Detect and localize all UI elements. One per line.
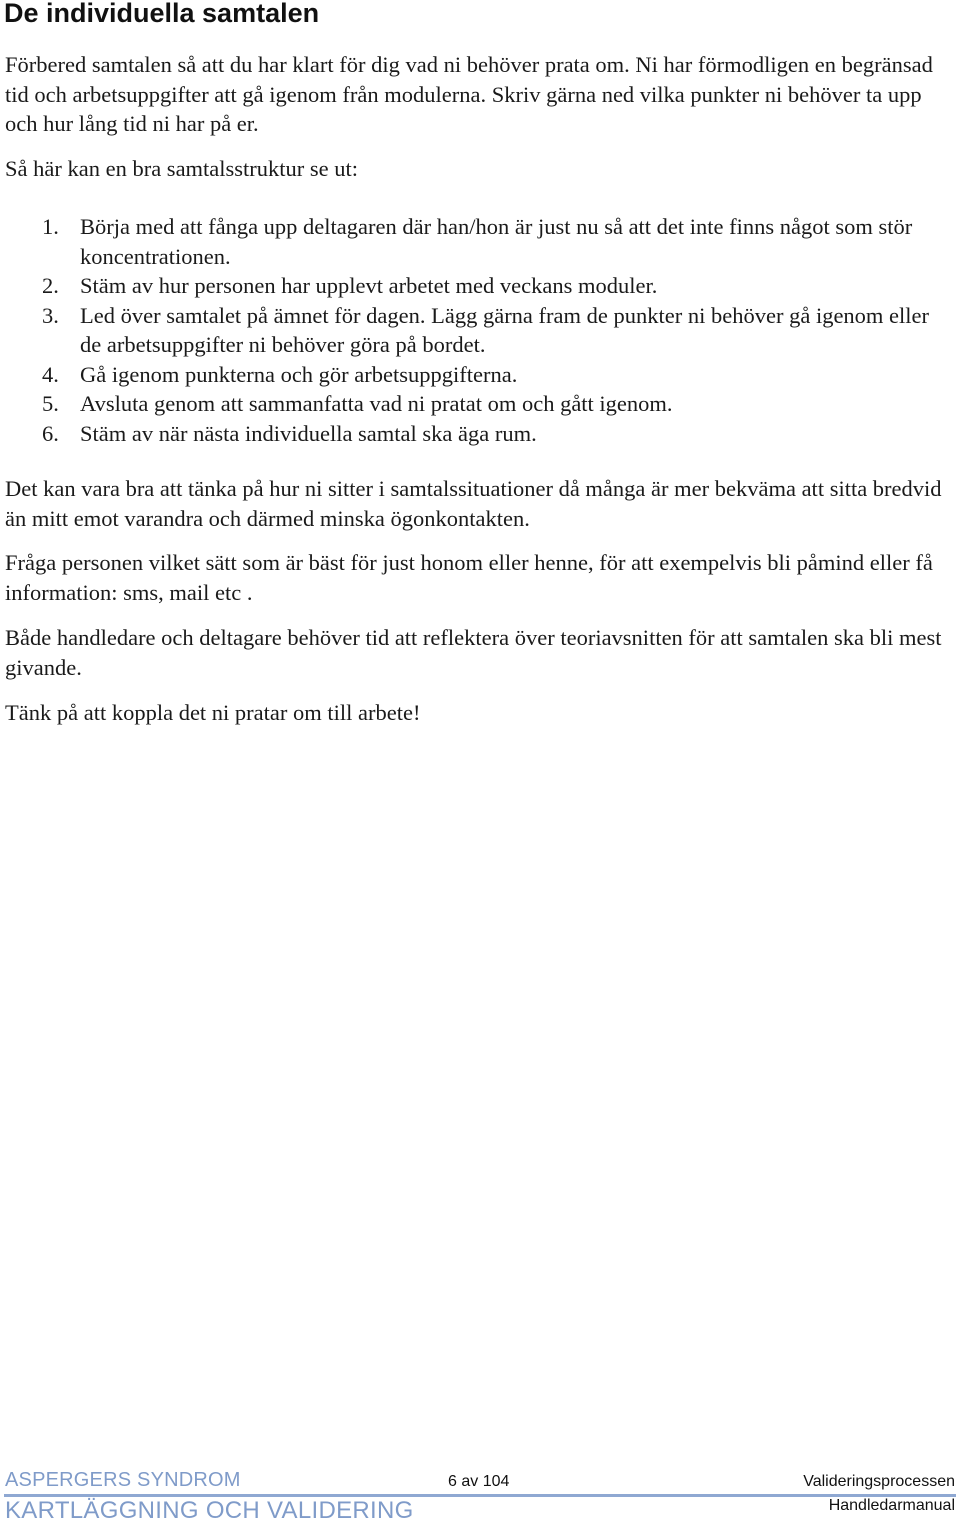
seating-paragraph: Det kan vara bra att tänka på hur ni sitter i samtalssituationer då många är mer bekväma att sitta bredvid än mitt emot varandra och därmed minska ögonkontakten. xyxy=(5,476,942,531)
list-item xyxy=(0,360,950,390)
footer-manual-name: Handledarmanual xyxy=(828,1497,955,1514)
step-text: Stäm av när nästa individuella samtal ska äga rum. xyxy=(80,420,537,446)
footer-series-subtitle: KARTLÄGGNING OCH VALIDERING xyxy=(5,1497,414,1524)
list-item xyxy=(0,301,950,360)
footer-series-title: ASPERGERS SYNDROM xyxy=(5,1469,241,1491)
page-footer xyxy=(0,1466,960,1524)
closing-paragraph: Tänk på att koppla det ni pratar om till arbete! xyxy=(5,700,421,725)
reflection-paragraph: Både handledare och deltagare behöver tid att reflektera över teoriavsnitten för att samtalen ska bli mest givande. xyxy=(5,625,942,680)
reminder-paragraph: Fråga personen vilket sätt som är bäst för just honom eller henne, för att exempelvis bli påmind eller få information: sms, mail etc . xyxy=(5,550,933,605)
step-number: 5. xyxy=(42,391,59,416)
list-item xyxy=(0,419,950,449)
list-item xyxy=(0,212,950,271)
step-text: Led över samtalet på ämnet för dagen. Lägg gärna fram de punkter ni behöver gå igenom eller de arbetsuppgifter ni behöver göra på bordet. xyxy=(80,302,930,357)
step-number: 3. xyxy=(42,302,59,328)
step-text: Stäm av hur personen har upplevt arbetet med veckans moduler. xyxy=(80,273,658,298)
step-text: Avsluta genom att sammanfatta vad ni pratat om och gått igenom. xyxy=(80,391,673,416)
step-text: Gå igenom punkterna och gör arbetsuppgifterna. xyxy=(80,361,518,387)
list-item xyxy=(0,389,950,419)
footer-section-name: Valideringsprocessen xyxy=(803,1473,955,1490)
intro-paragraph: Förbered samtalen så att du har klart för dig vad ni behöver prata om. Ni har förmodligen en begränsad tid och arbetsuppgifter att gå igenom från modulerna. Skriv gärna ned vilka punkter ni behöver ta upp och hur lång tid ni har på er. xyxy=(5,52,933,136)
conversation-steps-list xyxy=(0,212,950,448)
step-number: 2. xyxy=(42,273,59,298)
step-number: 1. xyxy=(42,214,59,239)
step-number: 6. xyxy=(42,420,59,446)
page-title: De individuella samtalen xyxy=(4,0,320,28)
list-item xyxy=(0,271,950,301)
page-number: 6 av 104 xyxy=(448,1473,510,1490)
step-text: Börja med att fånga upp deltagaren där han/hon är just nu så att det inte finns något som stör koncentrationen. xyxy=(80,214,913,269)
structure-lead: Så här kan en bra samtalsstruktur se ut: xyxy=(5,156,359,181)
step-number: 4. xyxy=(42,361,59,387)
